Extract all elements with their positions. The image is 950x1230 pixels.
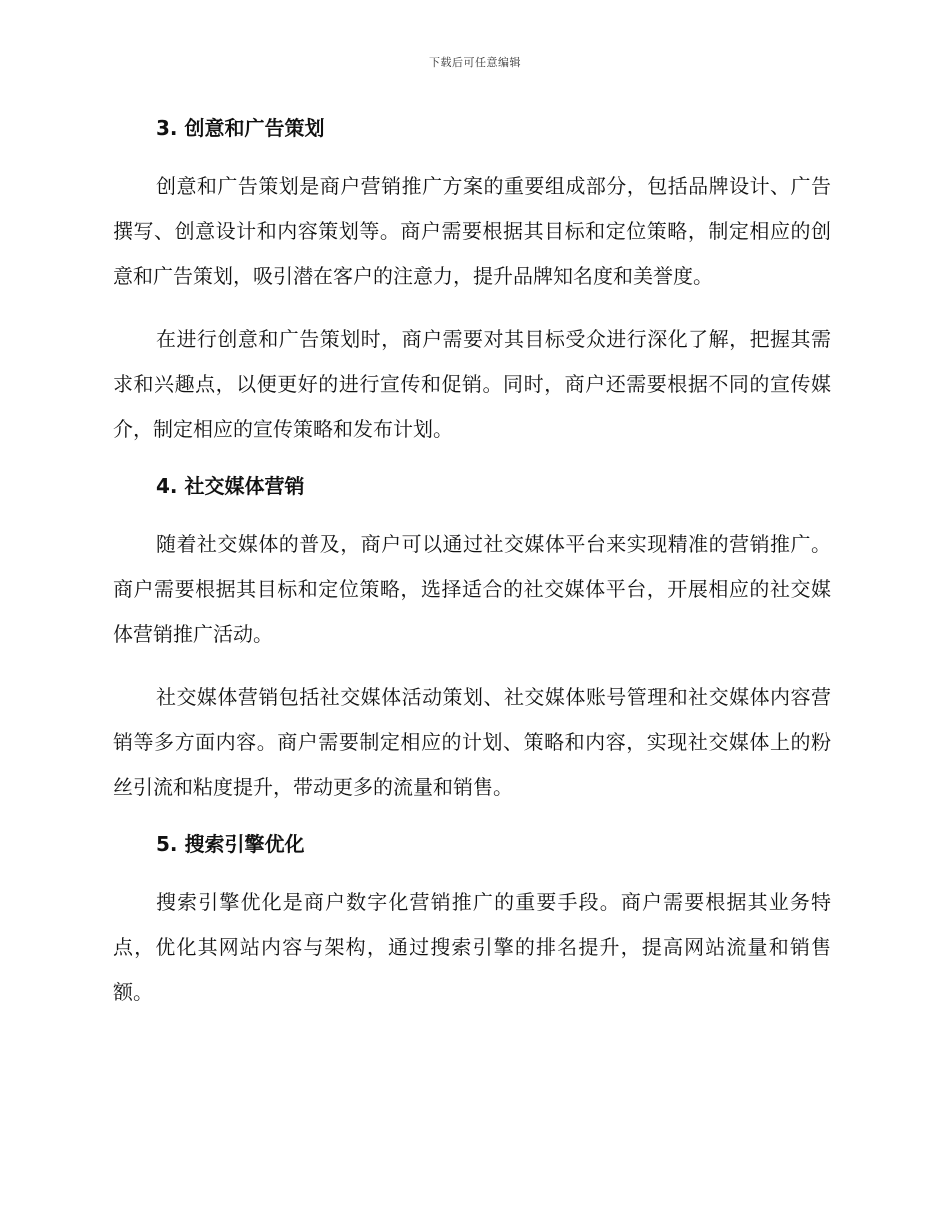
paragraph: 随着社交媒体的普及，商户可以通过社交媒体平台来实现精准的营销推广。商户需要根据其目标和定位策略，选择适合的社交媒体平台，开展相应的社交媒体营销推广活动。 [113,532,831,646]
section-heading: 3. 创意和广告策划 [156,116,325,140]
section-creative-advertising [113,112,831,452]
document-body [113,112,831,1033]
paragraph: 搜索引擎优化是商户数字化营销推广的重要手段。商户需要根据其业务特点，优化其网站内容与架构，通过搜索引擎的排名提升，提高网站流量和销售额。 [113,890,831,1004]
page-header: 下载后可任意编辑 [429,56,521,69]
paragraph: 社交媒体营销包括社交媒体活动策划、社交媒体账号管理和社交媒体内容营销等多方面内容。商户需要制定相应的计划、策略和内容，实现社交媒体上的粉丝引流和粘度提升，带动更多的流量和销售。 [113,685,831,799]
section-heading: 5. 搜索引擎优化 [156,832,305,856]
paragraph: 在进行创意和广告策划时，商户需要对其目标受众进行深化了解，把握其需求和兴趣点，以便更好的进行宣传和促销。同时，商户还需要根据不同的宣传媒介，制定相应的宣传策略和发布计划。 [113,327,831,441]
section-social-media-marketing [113,470,831,810]
section-heading: 4. 社交媒体营销 [156,474,305,498]
section-seo [113,828,831,1015]
paragraph: 创意和广告策划是商户营销推广方案的重要组成部分，包括品牌设计、广告撰写、创意设计和内容策划等。商户需要根据其目标和定位策略，制定相应的创意和广告策划，吸引潜在客户的注意力，提升品牌知名度和美誉度。 [113,174,831,288]
